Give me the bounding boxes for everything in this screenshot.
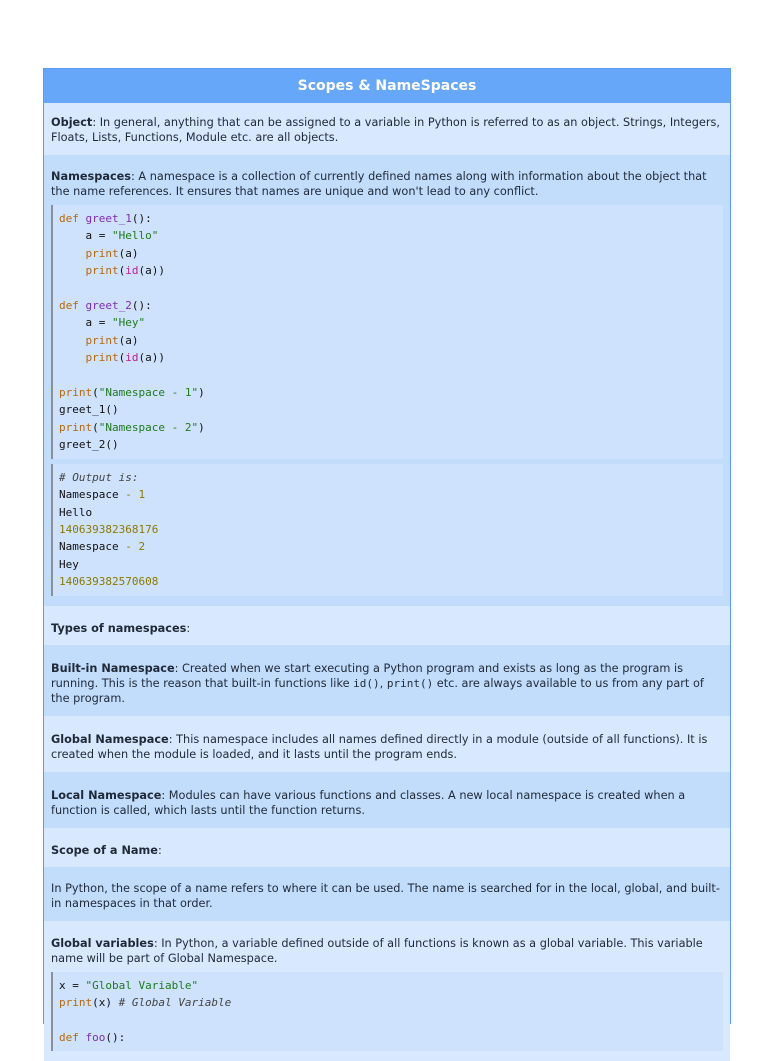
code-token: id — [125, 351, 139, 365]
namespace-code-block: def greet_1(): a = "Hello" print(a) print(id(a)) def greet_2(): a = "Hey" print(a) print(id(a)) print("Namespace - 1") greet_1() print("Namespace - 2") greet_2() — [51, 205, 723, 459]
types-term: Types of namespaces — [51, 621, 187, 635]
global-variables-section — [44, 921, 730, 1061]
code-token: (a)) — [138, 264, 165, 278]
code-token: Namespace — [59, 540, 126, 554]
code-token: def — [59, 299, 79, 313]
namespaces-text: : A namespace is a collection of currently defined names along with information about the object that the name references. It ensures that names are unique and won't lead to any conflict. — [51, 170, 707, 198]
code-token: def — [59, 1030, 79, 1044]
code-token: (a) — [118, 246, 139, 260]
global-variables-term: Global variables — [51, 936, 154, 950]
code-token: "Hello" — [112, 229, 159, 243]
code-token: greet_1 — [85, 212, 132, 225]
global-namespace-term: Global Namespace — [51, 732, 169, 746]
local-namespace-section — [44, 772, 730, 828]
builtin-term: Built-in Namespace — [51, 661, 175, 675]
namespaces-section — [44, 155, 730, 606]
code-token: Hey — [59, 557, 79, 571]
code-token: print — [85, 351, 119, 365]
object-text: : In general, anything that can be assigned to a variable in Python is referred to as an object. Strings, Integers, Floats, Lists, Functions, Module etc. are all objects. — [51, 116, 720, 144]
code-token: # Output is: — [59, 470, 139, 484]
scopes-card — [43, 68, 731, 1044]
code-token: "Global Variable" — [85, 978, 199, 992]
code-token: (): — [105, 1030, 126, 1044]
code-token: 140639382570608 — [59, 575, 159, 589]
code-token: (a)) — [138, 351, 165, 365]
card-title: Scopes & NameSpaces — [44, 69, 730, 103]
scope-description: In Python, the scope of a name refers to where it can be used. The name is searched for in the local, global, and built-in namespaces in that order. — [51, 881, 720, 910]
code-token: "Namespace - 1" — [98, 386, 199, 400]
object-term: Object — [51, 116, 93, 129]
inline-code: print() — [386, 676, 434, 690]
global-namespace-section — [44, 716, 730, 772]
output-code-block — [51, 464, 723, 596]
code-token: 140639382368176 — [59, 522, 159, 536]
code-token: greet_1() — [59, 403, 119, 417]
global-variables-text: : In Python, a variable defined outside of all functions is known as a global variable. This variable name will be part of Global Namespace. — [51, 936, 703, 965]
code-token: print — [85, 246, 119, 260]
code-token: print — [59, 995, 93, 1009]
code-token: x = — [59, 978, 86, 992]
code-token: greet_2() — [59, 438, 119, 452]
code-token: print — [85, 333, 119, 347]
code-token: (x) — [92, 995, 119, 1009]
scope-suffix: : — [157, 843, 162, 857]
inline-code: id() — [353, 676, 380, 690]
code-token: foo — [85, 1030, 106, 1044]
code-token: print — [85, 264, 119, 278]
code-token: (): — [131, 299, 152, 313]
code-token: "Namespace - 2" — [98, 420, 199, 434]
code-token: Hello — [59, 505, 93, 519]
local-namespace-term: Local Namespace — [51, 788, 162, 802]
scope-description-section — [44, 867, 730, 921]
builtin-section — [44, 645, 730, 716]
scope-section — [44, 828, 730, 867]
code-token: "Hey" — [112, 316, 146, 330]
code-token: print — [59, 386, 93, 400]
code-token: Namespace — [59, 488, 126, 502]
global-namespace-text: : This namespace includes all names defined directly in a module (outside of all functions). It is created when the module is loaded, and it lasts until the program ends. — [51, 732, 708, 761]
namespaces-term: Namespaces — [51, 170, 132, 183]
code-token: - 2 — [125, 540, 146, 554]
code-token: id — [125, 264, 139, 278]
code-token: a = — [85, 316, 112, 330]
scope-term: Scope of a Name — [51, 843, 158, 857]
code-token: greet_2 — [85, 299, 132, 313]
types-suffix: : — [186, 621, 191, 635]
builtin-sep: , — [379, 676, 387, 690]
local-namespace-text: : Modules can have various functions and classes. A new local namespace is created when a function is called, which lasts until the function returns. — [51, 788, 686, 817]
code-token: def — [59, 212, 79, 225]
code-token: (a) — [118, 333, 139, 347]
object-section — [44, 103, 730, 155]
types-section — [44, 606, 730, 645]
code-token: - 1 — [125, 488, 146, 502]
code-token: (): — [131, 212, 152, 225]
code-token: a = — [85, 229, 112, 243]
global-variables-code-block — [51, 972, 723, 1052]
builtin-text: : Created when we start executing a Python program and exists as long as the program is running. This is the reason that built-in functions like — [51, 661, 684, 690]
code-token: # Global Variable — [118, 995, 232, 1009]
code-token: print — [59, 420, 93, 434]
builtin-text: etc. are always available to us from any part of the program. — [51, 676, 704, 705]
